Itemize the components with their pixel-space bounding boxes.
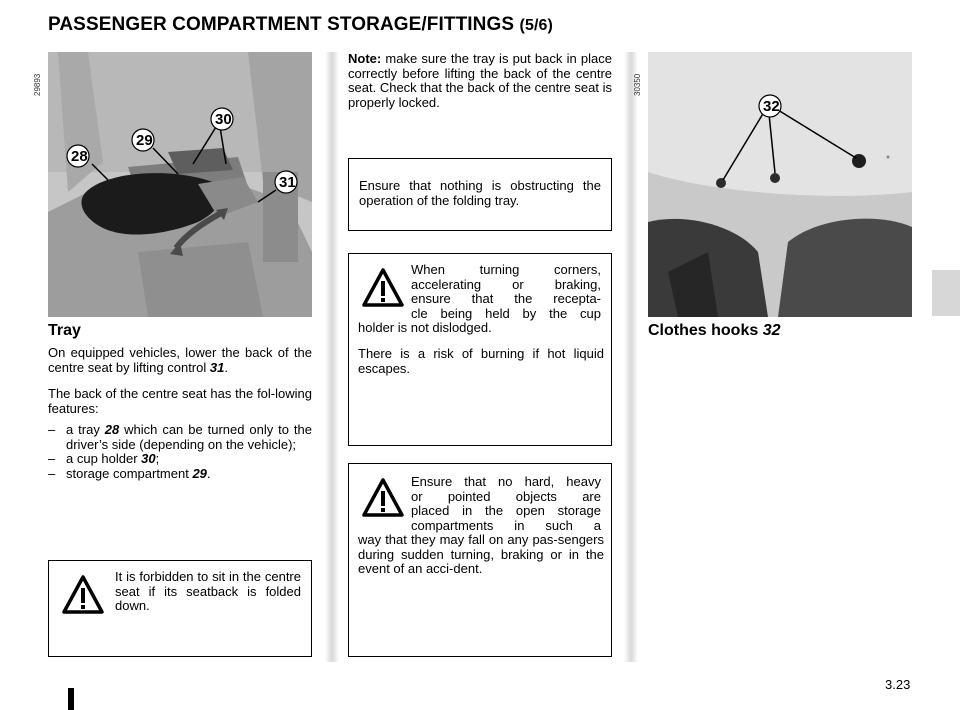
warning-line: compartments in such a (411, 517, 601, 533)
left-image-code: 29893 (33, 73, 42, 96)
burn-warning-rest: holder is not dislodged. (358, 320, 492, 335)
corner-marker (68, 688, 74, 710)
caption-text: Clothes hooks (648, 322, 763, 339)
list-dash: – (48, 422, 56, 437)
list-text: storage compartment (66, 465, 193, 481)
ref-29: 29 (192, 465, 207, 481)
callout-31: 31 (279, 174, 296, 191)
list-text-end: ; (155, 451, 160, 467)
warning-line: or pointed objects are (411, 488, 601, 504)
list-text-end: . (206, 465, 211, 481)
tray-intro (48, 346, 312, 375)
list-text: a tray (66, 422, 105, 437)
warning-line: accelerating or braking, (411, 276, 601, 292)
features-intro: The back of the centre seat has the fol-lowing features: (48, 386, 312, 416)
tray-heading: Tray (48, 322, 81, 339)
clothes-hooks-illustration (648, 52, 912, 317)
warning-line: cle being held by the cup (411, 305, 601, 321)
note-paragraph (348, 52, 612, 110)
objects-warning-rest: way that they may fall on any pas-sengers during sudden turning, braking or in the event of an acci-dent. (358, 532, 604, 577)
list-dash: – (48, 465, 56, 481)
page-number: 3.23 (885, 677, 911, 692)
page-title-text: PASSENGER COMPARTMENT STORAGE/FITTINGS (48, 14, 515, 35)
list-item (48, 467, 312, 482)
list-item (48, 423, 312, 452)
warning-icon (361, 266, 405, 310)
features-list (48, 423, 312, 481)
page-title-part: (5/6) (519, 17, 553, 34)
seat-warning-box (48, 560, 312, 657)
burn-warning-box (348, 253, 612, 446)
ref-31: 31 (209, 359, 225, 375)
column-divider-right (624, 52, 638, 662)
column-divider-left (325, 52, 339, 662)
burn-warning-p2: There is a risk of burning if hot liquid escapes. (358, 346, 604, 376)
seat-tray-illustration (48, 52, 312, 317)
clothes-hooks-caption (648, 322, 780, 340)
tray-intro-text: On equipped vehicles, lower the back of the centre seat by lifting control (48, 345, 312, 375)
page-title (48, 14, 553, 36)
warning-line: When turning corners, (411, 262, 601, 277)
warning-line: ensure that the recepta- (411, 291, 601, 307)
info-box-text: Ensure that nothing is obstructing the operation of the folding tray. (359, 178, 601, 208)
callout-32: 32 (763, 98, 780, 115)
callout-29: 29 (136, 132, 153, 149)
right-image-code: 30350 (633, 73, 642, 96)
clothes-hooks-photo (648, 52, 912, 317)
ref-30: 30 (141, 451, 156, 467)
seat-warning-text: It is forbidden to sit in the centre seat if its seatback is folded down. (115, 569, 301, 614)
list-text: a cup holder (66, 451, 142, 467)
burn-warning-lines (411, 263, 601, 321)
callout-28: 28 (71, 148, 88, 165)
section-tab (932, 270, 960, 316)
ref-32: 32 (762, 322, 781, 339)
ref-28: 28 (104, 422, 120, 437)
list-dash: – (48, 451, 56, 467)
warning-line: Ensure that no hard, heavy (411, 474, 601, 489)
list-text-end: which can be turned only to the driver’s side (depending on the vehicle); (66, 422, 313, 452)
note-label: Note: (348, 51, 382, 66)
note-text: make sure the tray is put back in place correctly before lifting the back of the centre seat. Check that the back of the centre seat is properly locked. (348, 51, 612, 110)
info-box (348, 158, 612, 231)
objects-warning-box (348, 463, 612, 657)
list-item (48, 452, 312, 467)
objects-warning-lines (411, 475, 601, 533)
seat-tray-photo (48, 52, 312, 317)
warning-icon (61, 573, 105, 617)
warning-icon (361, 476, 405, 520)
warning-line: placed in the open storage (411, 503, 601, 519)
tray-intro-end: . (224, 359, 228, 375)
callout-30: 30 (215, 111, 232, 128)
